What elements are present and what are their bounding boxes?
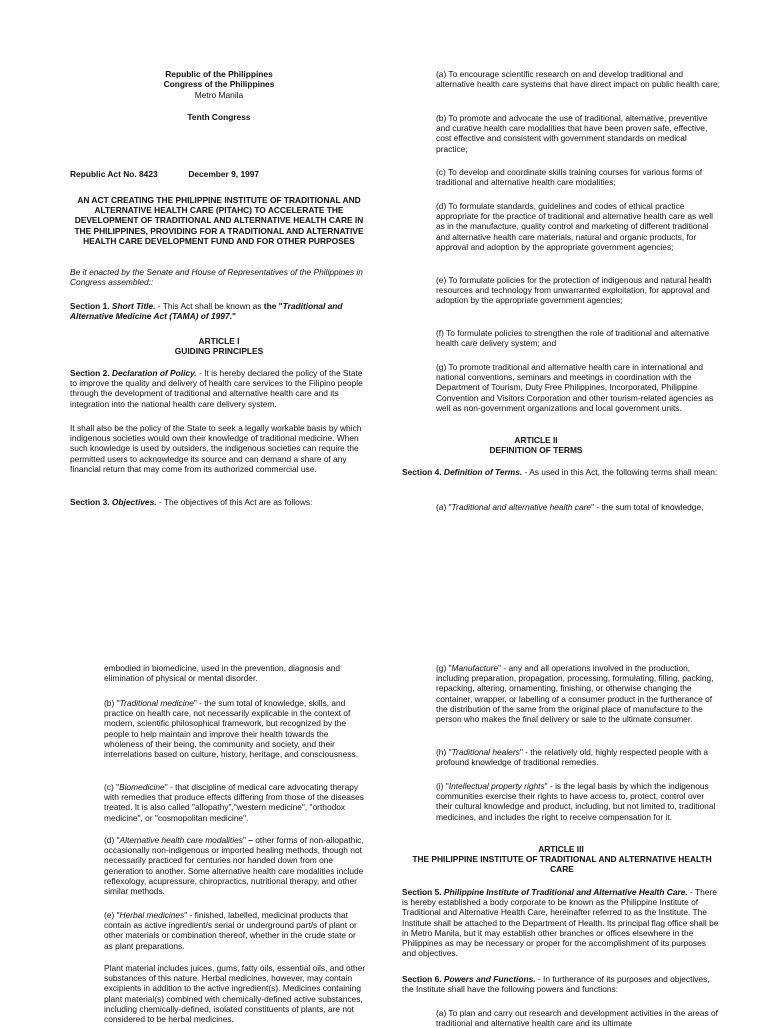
section-5-name: Philippine Institute of Traditional and Alternative Health Care. (443, 887, 688, 897)
definition-i-term: Intellectual property rights (448, 781, 545, 791)
article-3-name: THE PHILIPPINE INSTITUTE OF TRADITIONAL AND ALTERNATIVE HEALTH CARE (412, 854, 712, 875)
section-6-text: - In furtherance of its purposes and objectives, the Institute shall have the following powers and functions: (402, 974, 710, 995)
definition-b-term: Traditional medicine (119, 698, 194, 708)
definition-d-quote: " (242, 835, 249, 845)
definition-e (104, 910, 366, 951)
section-6 (402, 974, 720, 994)
definition-b-prefix: (b) " (104, 698, 120, 708)
objective-g: (g) To promote traditional and alternative health care in international and national conventions, seminars and meetings in coordination with the Department of Tourism, Duty Free Philippines, Incorporated, Philippine Convention and Visitors Corporation and other tourism-related agencies as well as non-government organizations and local government units. (436, 362, 714, 413)
definition-b (104, 698, 366, 759)
definition-c-term: Biomedicine (119, 782, 165, 792)
header-metro-manila: Metro Manila (194, 90, 244, 100)
document-page-1 (0, 0, 768, 512)
power-function-a: (a) To plan and carry out research and development activities in the areas of traditional and alternative health care and its ultimate (436, 1008, 718, 1028)
act-title: AN ACT CREATING THE PHILIPPINE INSTITUTE OF TRADITIONAL AND ALTERNATIVE HEALTH CARE (PITAHC) TO ACCELERATE THE DEVELOPMENT OF TRADITIONAL AND ALTERNATIVE HEALTH CARE IN THE PHILIPPINES, PROVIDING FOR A TRADITIONAL AND ALTERNATIVE HEALTH CARE DEVELOPMENT FUND AND FOR OTHER PURPOSES (74, 195, 364, 246)
definition-c-text: " - that discipline of medical care advocating therapy with remedies that produce effects differing from those of the diseases treated. It is also called "allopathy","western medicine", "orthodox medicine", or "cosmopolitan medicine". (104, 782, 364, 823)
section-3-label: Section 3. (70, 497, 110, 507)
definition-c-prefix: (c) " (104, 782, 120, 792)
section-2-paragraph-2: It shall also be the policy of the State to seek a legally workable basis by which indigenous societies would own their knowledge of traditional medicine. When such knowledge is used by outsiders, the indigenous societies can require the permitted users to acknowledge its source and can demand a share of any financial return that may come from its authorized commercial use. (70, 423, 362, 474)
definition-d (104, 835, 366, 896)
objective-b: (b) To promote and advocate the use of traditional, alternative, preventive and curative health care modalities that have been proven safe, effective, cost effective and consistent with government standards on medical practice; (436, 113, 708, 154)
objective-f: (f) To formulate policies to strengthen the role of traditional and alternative health care delivery system; and (436, 328, 710, 349)
enacting-clause: Be it enacted by the Senate and House of Representatives of the Philippines in Congress assembled:: (70, 267, 363, 288)
article-3-number: ARTICLE III (538, 844, 584, 854)
definition-i (436, 781, 720, 822)
definition-a-continued: embodied in biomedicine, used in the prevention, diagnosis and elimination of physical or mental disorder. (104, 663, 341, 684)
page1-left-column (70, 0, 368, 512)
section-3 (70, 497, 368, 507)
act-number-line (70, 169, 368, 179)
section-2-text: - It is hereby declared the policy of the State to improve the quality and delivery of health care services to the Filipino people through the development of traditional and alternative health care and its integration into the national health care delivery system. (70, 368, 363, 409)
article-2-name: DEFINITION OF TERMS (489, 445, 583, 455)
page2-left-column (104, 512, 366, 1024)
definition-a-term: Traditional and alternative health care (451, 502, 592, 512)
definition-i-prefix: (i) " (436, 781, 449, 791)
section-4-label: Section 4. (402, 467, 442, 477)
page1-right-column (402, 0, 720, 512)
definition-b-text: " - the sum total of knowledge, skills, and practice on health care, not necessarily explicable in the context of modern, scientific philosophical framework, but recognized by the people to help maintain and improve their health towards the wholeness of their being, the community and society, and their interrelations based on culture, history, heritage, and consciousness. (104, 698, 359, 760)
section-3-text: - The objectives of this Act are as follows: (156, 497, 313, 507)
objective-d: (d) To formulate standards, guidelines and codes of ethical practice appropriate for the practice of traditional and alternative health care as well as in the manufacture, quality control and marketing of different traditional and alternative health care materials, natural and organic products, for approval and adoption by the appropriate government agencies; (436, 201, 714, 252)
section-4 (402, 467, 720, 477)
definition-e-text: " - finished, labelled, medicinal products that contain as active ingredient/s serial or underground part/s of plant or other materials or combination thereof, whether in the crude state or as plant preparations. (104, 910, 357, 951)
section-6-name: Powers and Functions. (443, 974, 536, 984)
definition-d-term: Alternative health care modalities (119, 835, 243, 845)
definition-g (436, 663, 720, 724)
section-2-name: Declaration of Policy. (111, 368, 197, 378)
act-number: Republic Act No. 8423 (70, 169, 158, 179)
definition-h-term: Traditional healers (451, 747, 520, 757)
section-1-label: Section 1. (70, 301, 110, 311)
article-1-number: ARTICLE I (198, 336, 240, 346)
header-congress: Congress of the Philippines (163, 79, 275, 89)
section-5-label: Section 5. (402, 887, 442, 897)
article-1-name: GUIDING PRINCIPLES (174, 346, 264, 356)
objective-a: (a) To encourage scientific research on and develop traditional and alternative health care systems that have direct impact on public health care; (436, 69, 720, 90)
section-2 (70, 368, 368, 409)
definition-a-prefix: (a) " (436, 502, 452, 512)
section-4-name: Definition of Terms. (443, 467, 523, 477)
definition-i-text: " - is the legal basis by which the indigenous communities exercise their rights to have access to, protect, control over their cultural knowledge and product, including, but not limited to, traditional medicines, and includes the right to receive compensation for it. (436, 781, 716, 822)
section-3-name: Objectives. (111, 497, 157, 507)
definition-d-prefix: (d) " (104, 835, 120, 845)
article-2-number: ARTICLE II (514, 435, 558, 445)
document-page-2 (0, 512, 768, 1028)
section-6-label: Section 6. (402, 974, 442, 984)
section-2-label: Section 2. (70, 368, 110, 378)
plant-material-paragraph: Plant material includes juices, gums, fatty oils, essential oils, and other substances of this nature. Herbal medicines, however, may contain excipients in addition to the active ingredient(s). Medicines containing plant material(s) combined with chemically-defined active substances, including chemically-defined, isolated constituents of plants, are not considered to be herbal medicines. (104, 963, 366, 1025)
objective-e: (e) To formulate policies for the protection of indigenous and natural health resources and technology from unwarranted exploitation, for approval and adoption by the appropriate government agencies; (436, 275, 712, 306)
header-tenth-congress: Tenth Congress (187, 112, 251, 122)
definition-h (436, 747, 720, 767)
definition-c (104, 782, 366, 823)
definition-a-text: " - the sum total of knowledge, (591, 502, 704, 512)
section-1-quote-close: ." (229, 311, 236, 322)
section-1 (70, 301, 368, 321)
definition-g-text: " - any and all operations involved in the production, including preparation, propagation, processing, formulating, filling, packing, repacking, altering, ornamenting, finishing, or otherwise changing the container, wrapper, or labelling of a consumer product in the furtherance of the distribution of the same from the original place of manufacture to the person who makes the final delivery or sale to the ultimate consumer. (436, 663, 714, 725)
section-5 (402, 887, 720, 958)
definition-d-text: other forms of non-allopathic, occasionally non-indigenous or imported healing methods, though not necessarily practiced for centuries nor handed down from one generation to another. Some alternative health care modalities include reflexology, acupressure, chiropractics, nutritional therapy, and other similar methods. (104, 835, 364, 897)
act-date: December 9, 1997 (188, 169, 260, 179)
section-5-text: - There is hereby established a body corporate to be known as the Philippine Institute of Traditional and Alternative Health Care, hereinafter referred to as the Institute. The Institute shall be attached to the Department of Health. Its principal flag office shall be in Metro Manila, but it may establish other branches or offices elsewhere in the Philippines as may be necessary or proper for the accomplishment of its purposes and objectives. (402, 887, 719, 959)
definition-d-dash: – (248, 835, 253, 845)
definition-e-term: Herbal medicines (119, 910, 185, 920)
definition-g-prefix: (g) " (436, 663, 452, 673)
header-republic: Republic of the Philippines (165, 69, 273, 79)
page2-right-column (402, 512, 720, 1028)
definition-h-prefix: (h) " (436, 747, 452, 757)
section-1-text: - This Act shall be known as (155, 301, 264, 311)
section-1-quote-open: the " (263, 301, 283, 311)
definition-h-text: " - the relatively old, highly respected people with a profound knowledge of traditional remedies. (436, 747, 709, 768)
definition-g-term: Manufacture (451, 663, 499, 673)
section-1-short-title: Traditional and Alternative Medicine Act (TAMA) of 1997 (70, 301, 343, 322)
section-4-text: - As used in this Act, the following terms shall mean: (522, 467, 718, 477)
section-1-name: Short Title. (111, 301, 156, 311)
objective-c: (c) To develop and coordinate skills training courses for various forms of traditional and alternative health care modalities; (436, 167, 703, 188)
definition-e-prefix: (e) " (104, 910, 120, 920)
